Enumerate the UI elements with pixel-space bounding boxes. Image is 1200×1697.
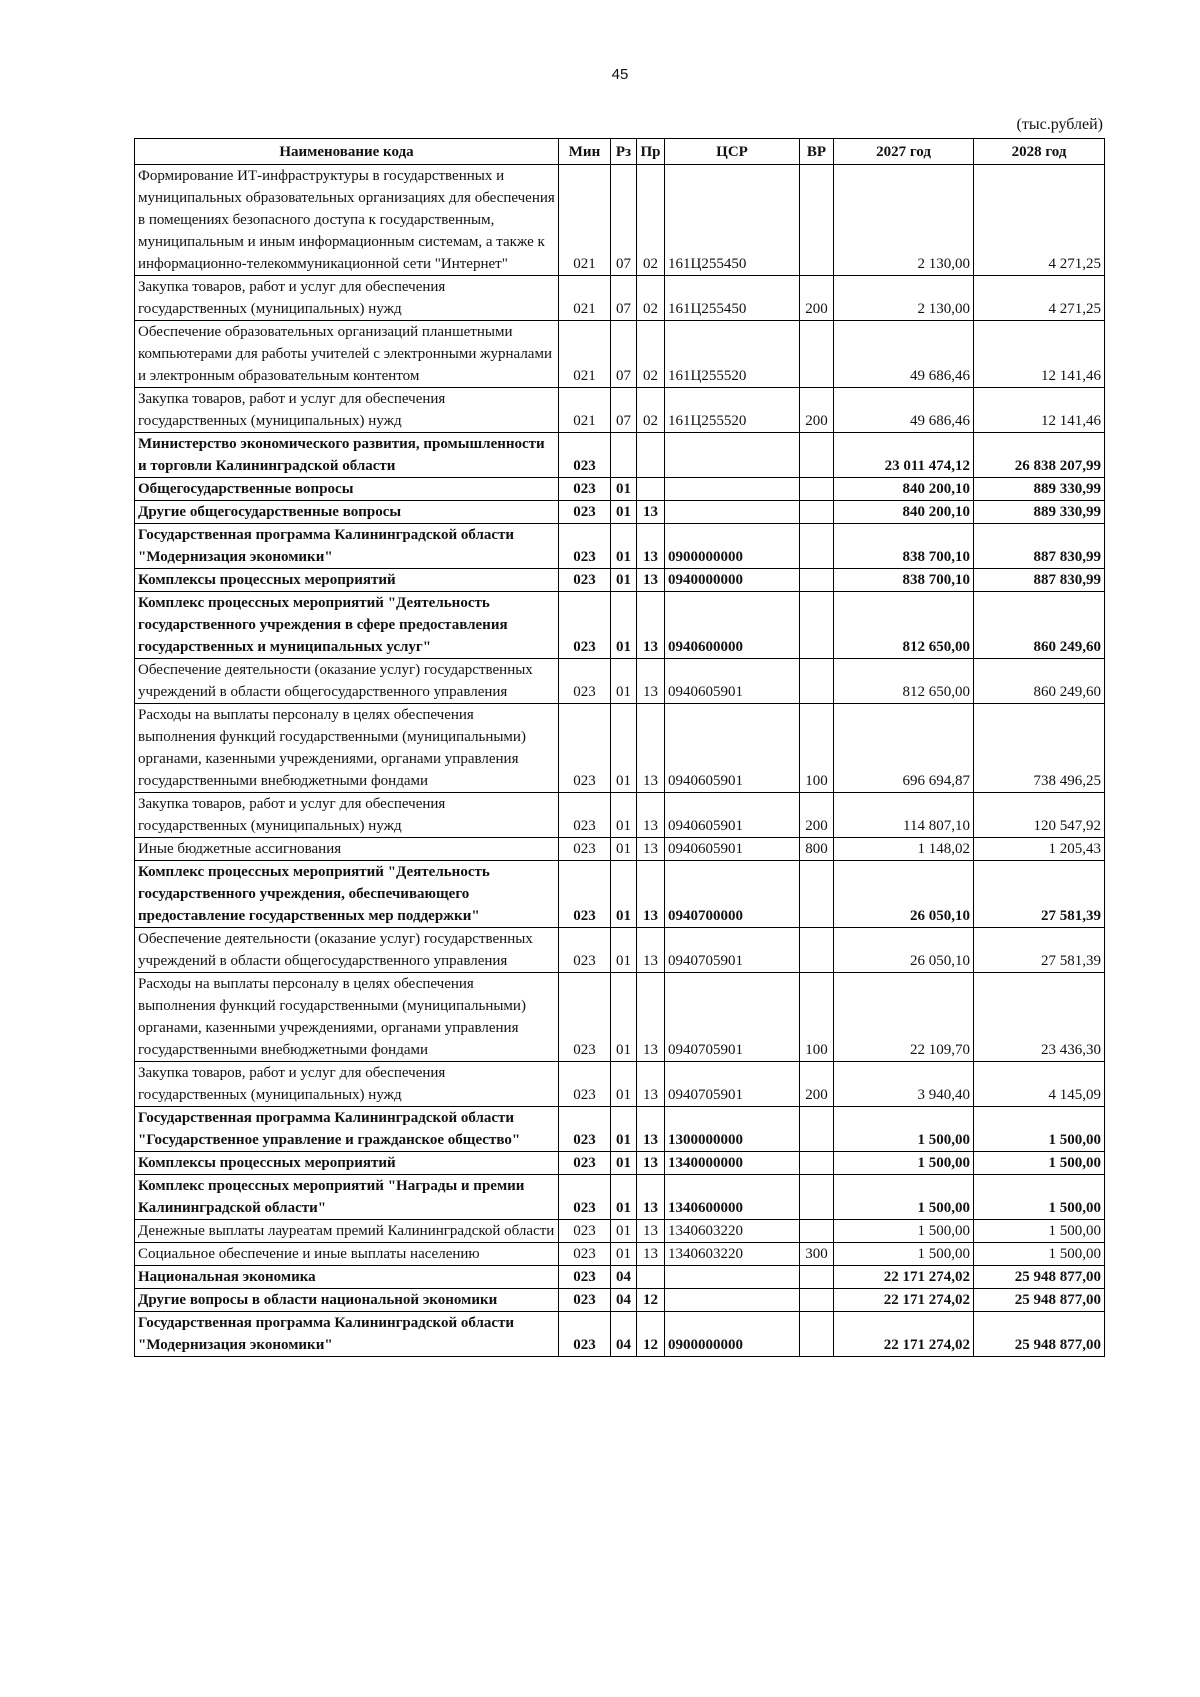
table-row	[135, 793, 1105, 838]
cell-2028: 1 500,00	[974, 1220, 1105, 1243]
cell-2028: 889 330,99	[974, 478, 1105, 501]
cell-2027: 1 500,00	[834, 1243, 974, 1266]
cell-rz: 01	[611, 659, 637, 704]
cell-pr: 02	[637, 388, 665, 433]
cell-rz: 01	[611, 569, 637, 592]
cell-name: Формирование ИТ-инфраструктуры в государственных и муниципальных образовательных организациях для обеспечения в помещениях безопасного доступа к государственным, муниципальным и иным информационным системам, а также к информационно-телекоммуникационной сети "Интернет"	[135, 165, 559, 276]
table-row	[135, 321, 1105, 388]
cell-2028: 738 496,25	[974, 704, 1105, 793]
cell-rz: 01	[611, 501, 637, 524]
col-header-pr: Пр	[637, 139, 665, 165]
cell-pr: 13	[637, 861, 665, 928]
cell-2028: 4 145,09	[974, 1062, 1105, 1107]
table-row	[135, 388, 1105, 433]
cell-2027: 22 171 274,02	[834, 1266, 974, 1289]
cell-vr	[800, 165, 834, 276]
cell-min: 023	[559, 973, 611, 1062]
cell-2027: 838 700,10	[834, 524, 974, 569]
cell-2027: 22 171 274,02	[834, 1289, 974, 1312]
cell-vr	[800, 1266, 834, 1289]
cell-2028: 860 249,60	[974, 592, 1105, 659]
col-header-name: Наименование кода	[135, 139, 559, 165]
table-row	[135, 165, 1105, 276]
cell-csr	[665, 1289, 800, 1312]
cell-name: Закупка товаров, работ и услуг для обеспечения государственных (муниципальных) нужд	[135, 276, 559, 321]
cell-vr	[800, 592, 834, 659]
cell-name: Государственная программа Калининградской области "Модернизация экономики"	[135, 524, 559, 569]
cell-2027: 840 200,10	[834, 478, 974, 501]
cell-min: 023	[559, 1312, 611, 1357]
cell-2028: 25 948 877,00	[974, 1266, 1105, 1289]
table-row	[135, 592, 1105, 659]
cell-min: 023	[559, 433, 611, 478]
cell-csr: 0940605901	[665, 659, 800, 704]
cell-pr: 13	[637, 1243, 665, 1266]
cell-2028: 120 547,92	[974, 793, 1105, 838]
table-row	[135, 1152, 1105, 1175]
cell-rz: 07	[611, 165, 637, 276]
cell-2027: 22 109,70	[834, 973, 974, 1062]
cell-2028: 1 500,00	[974, 1107, 1105, 1152]
cell-pr: 13	[637, 838, 665, 861]
cell-vr: 200	[800, 388, 834, 433]
cell-csr: 0900000000	[665, 524, 800, 569]
cell-vr: 100	[800, 704, 834, 793]
cell-rz: 01	[611, 973, 637, 1062]
cell-min: 023	[559, 1289, 611, 1312]
table-row	[135, 1266, 1105, 1289]
cell-rz: 01	[611, 861, 637, 928]
cell-name: Закупка товаров, работ и услуг для обеспечения государственных (муниципальных) нужд	[135, 1062, 559, 1107]
cell-name: Министерство экономического развития, промышленности и торговли Калининградской области	[135, 433, 559, 478]
cell-min: 021	[559, 276, 611, 321]
cell-min: 023	[559, 1107, 611, 1152]
cell-2027: 696 694,87	[834, 704, 974, 793]
cell-vr	[800, 321, 834, 388]
cell-rz	[611, 433, 637, 478]
cell-rz: 01	[611, 1175, 637, 1220]
cell-name: Комплекс процессных мероприятий "Деятельность государственного учреждения в сфере предоставления государственных и муниципальных услуг"	[135, 592, 559, 659]
cell-min: 023	[559, 838, 611, 861]
cell-rz: 04	[611, 1266, 637, 1289]
cell-rz: 01	[611, 838, 637, 861]
cell-name: Социальное обеспечение и иные выплаты населению	[135, 1243, 559, 1266]
cell-vr	[800, 1175, 834, 1220]
cell-min: 023	[559, 501, 611, 524]
cell-rz: 01	[611, 1107, 637, 1152]
cell-pr: 13	[637, 1152, 665, 1175]
cell-2027: 2 130,00	[834, 165, 974, 276]
cell-pr: 13	[637, 973, 665, 1062]
col-header-vr: ВР	[800, 139, 834, 165]
cell-rz: 01	[611, 1062, 637, 1107]
cell-2027: 26 050,10	[834, 861, 974, 928]
cell-name: Расходы на выплаты персоналу в целях обеспечения выполнения функций государственными (муниципальными) органами, казенными учреждениями, органами управления государственными внебюджетными фондами	[135, 973, 559, 1062]
cell-name: Обеспечение деятельности (оказание услуг) государственных учреждений в области общегосударственного управления	[135, 928, 559, 973]
cell-name: Комплекс процессных мероприятий "Деятельность государственного учреждения, обеспечивающего предоставление государственных мер поддержки"	[135, 861, 559, 928]
cell-rz: 01	[611, 1152, 637, 1175]
cell-csr: 0940605901	[665, 838, 800, 861]
cell-csr: 161Ц255520	[665, 388, 800, 433]
cell-name: Национальная экономика	[135, 1266, 559, 1289]
table-body	[135, 165, 1105, 1357]
table-row	[135, 1220, 1105, 1243]
table-row	[135, 973, 1105, 1062]
cell-min: 023	[559, 1062, 611, 1107]
cell-min: 023	[559, 928, 611, 973]
cell-name: Государственная программа Калининградской области "Модернизация экономики"	[135, 1312, 559, 1357]
table-row	[135, 1062, 1105, 1107]
cell-csr: 1340603220	[665, 1243, 800, 1266]
table-row	[135, 659, 1105, 704]
cell-2028: 25 948 877,00	[974, 1289, 1105, 1312]
cell-min: 023	[559, 1243, 611, 1266]
col-header-csr: ЦСР	[665, 139, 800, 165]
cell-rz: 01	[611, 704, 637, 793]
cell-pr: 13	[637, 524, 665, 569]
cell-pr: 13	[637, 659, 665, 704]
cell-pr: 12	[637, 1312, 665, 1357]
cell-2027: 49 686,46	[834, 388, 974, 433]
col-header-2028: 2028 год	[974, 139, 1105, 165]
cell-2028: 25 948 877,00	[974, 1312, 1105, 1357]
cell-min: 023	[559, 524, 611, 569]
cell-2027: 1 148,02	[834, 838, 974, 861]
cell-2028: 26 838 207,99	[974, 433, 1105, 478]
cell-pr: 13	[637, 1062, 665, 1107]
table-row	[135, 501, 1105, 524]
cell-pr: 02	[637, 165, 665, 276]
cell-csr	[665, 478, 800, 501]
cell-2028: 12 141,46	[974, 388, 1105, 433]
cell-csr: 161Ц255520	[665, 321, 800, 388]
cell-2027: 1 500,00	[834, 1175, 974, 1220]
cell-rz: 01	[611, 478, 637, 501]
cell-name: Иные бюджетные ассигнования	[135, 838, 559, 861]
cell-vr	[800, 861, 834, 928]
cell-vr	[800, 1220, 834, 1243]
table-row	[135, 569, 1105, 592]
cell-pr: 13	[637, 1107, 665, 1152]
cell-pr: 13	[637, 1220, 665, 1243]
cell-csr: 0900000000	[665, 1312, 800, 1357]
cell-name: Закупка товаров, работ и услуг для обеспечения государственных (муниципальных) нужд	[135, 388, 559, 433]
cell-name: Комплексы процессных мероприятий	[135, 569, 559, 592]
cell-vr: 300	[800, 1243, 834, 1266]
table-row	[135, 838, 1105, 861]
cell-vr: 100	[800, 973, 834, 1062]
cell-vr: 200	[800, 276, 834, 321]
cell-csr: 1340600000	[665, 1175, 800, 1220]
cell-2028: 4 271,25	[974, 165, 1105, 276]
cell-pr: 12	[637, 1289, 665, 1312]
cell-csr: 0940705901	[665, 1062, 800, 1107]
table-row	[135, 478, 1105, 501]
table-row	[135, 1243, 1105, 1266]
cell-vr	[800, 1107, 834, 1152]
cell-2027: 23 011 474,12	[834, 433, 974, 478]
table-row	[135, 928, 1105, 973]
cell-vr	[800, 478, 834, 501]
cell-min: 023	[559, 1152, 611, 1175]
cell-name: Комплексы процессных мероприятий	[135, 1152, 559, 1175]
cell-name: Обеспечение образовательных организаций планшетными компьютерами для работы учителей с электронными журналами и электронным образовательным контентом	[135, 321, 559, 388]
cell-2027: 2 130,00	[834, 276, 974, 321]
cell-pr: 02	[637, 276, 665, 321]
cell-2027: 49 686,46	[834, 321, 974, 388]
cell-vr: 800	[800, 838, 834, 861]
cell-rz: 07	[611, 388, 637, 433]
cell-2027: 1 500,00	[834, 1220, 974, 1243]
cell-name: Общегосударственные вопросы	[135, 478, 559, 501]
cell-csr: 0940705901	[665, 973, 800, 1062]
cell-min: 021	[559, 321, 611, 388]
cell-2027: 3 940,40	[834, 1062, 974, 1107]
cell-csr: 0940605901	[665, 793, 800, 838]
cell-rz: 01	[611, 592, 637, 659]
cell-2028: 860 249,60	[974, 659, 1105, 704]
table-row	[135, 861, 1105, 928]
cell-vr	[800, 1312, 834, 1357]
cell-2028: 1 205,43	[974, 838, 1105, 861]
cell-min: 023	[559, 1266, 611, 1289]
budget-table	[134, 138, 1105, 1357]
cell-name: Закупка товаров, работ и услуг для обеспечения государственных (муниципальных) нужд	[135, 793, 559, 838]
cell-2028: 1 500,00	[974, 1175, 1105, 1220]
cell-vr: 200	[800, 1062, 834, 1107]
cell-2028: 4 271,25	[974, 276, 1105, 321]
header-row	[135, 139, 1105, 165]
cell-2028: 23 436,30	[974, 973, 1105, 1062]
cell-csr	[665, 1266, 800, 1289]
cell-min: 023	[559, 478, 611, 501]
table-row	[135, 433, 1105, 478]
cell-csr: 1340000000	[665, 1152, 800, 1175]
cell-2028: 887 830,99	[974, 569, 1105, 592]
cell-vr	[800, 928, 834, 973]
table-row	[135, 1312, 1105, 1357]
cell-csr: 1340603220	[665, 1220, 800, 1243]
cell-vr	[800, 659, 834, 704]
cell-min: 023	[559, 704, 611, 793]
table-row	[135, 704, 1105, 793]
col-header-2027: 2027 год	[834, 139, 974, 165]
cell-min: 023	[559, 793, 611, 838]
table-row	[135, 276, 1105, 321]
cell-rz: 01	[611, 793, 637, 838]
units-label: (тыс.рублей)	[1016, 116, 1103, 133]
cell-2028: 12 141,46	[974, 321, 1105, 388]
cell-2028: 887 830,99	[974, 524, 1105, 569]
cell-rz: 04	[611, 1289, 637, 1312]
cell-csr	[665, 501, 800, 524]
cell-vr	[800, 501, 834, 524]
cell-name: Государственная программа Калининградской области "Государственное управление и гражданское общество"	[135, 1107, 559, 1152]
cell-rz: 04	[611, 1312, 637, 1357]
cell-name: Денежные выплаты лауреатам премий Калининградской области	[135, 1220, 559, 1243]
cell-2028: 1 500,00	[974, 1243, 1105, 1266]
page-number: 45	[611, 66, 629, 83]
cell-pr	[637, 1266, 665, 1289]
cell-min: 023	[559, 592, 611, 659]
cell-rz: 01	[611, 1243, 637, 1266]
cell-pr: 13	[637, 704, 665, 793]
cell-pr	[637, 478, 665, 501]
cell-min: 023	[559, 659, 611, 704]
cell-2027: 26 050,10	[834, 928, 974, 973]
cell-2028: 889 330,99	[974, 501, 1105, 524]
col-header-min: Мин	[559, 139, 611, 165]
cell-csr: 161Ц255450	[665, 276, 800, 321]
cell-pr: 13	[637, 501, 665, 524]
cell-name: Другие вопросы в области национальной экономики	[135, 1289, 559, 1312]
cell-name: Другие общегосударственные вопросы	[135, 501, 559, 524]
cell-2027: 812 650,00	[834, 659, 974, 704]
cell-name: Расходы на выплаты персоналу в целях обеспечения выполнения функций государственными (муниципальными) органами, казенными учреждениями, органами управления государственными внебюджетными фондами	[135, 704, 559, 793]
cell-2027: 22 171 274,02	[834, 1312, 974, 1357]
cell-name: Обеспечение деятельности (оказание услуг) государственных учреждений в области общегосударственного управления	[135, 659, 559, 704]
cell-2028: 27 581,39	[974, 861, 1105, 928]
table-row	[135, 1289, 1105, 1312]
cell-vr	[800, 433, 834, 478]
cell-min: 021	[559, 165, 611, 276]
cell-min: 023	[559, 1175, 611, 1220]
cell-pr: 02	[637, 321, 665, 388]
cell-2027: 114 807,10	[834, 793, 974, 838]
cell-csr: 0940600000	[665, 592, 800, 659]
cell-2027: 812 650,00	[834, 592, 974, 659]
cell-csr: 0940705901	[665, 928, 800, 973]
cell-rz: 01	[611, 1220, 637, 1243]
table-row	[135, 1175, 1105, 1220]
cell-rz: 07	[611, 276, 637, 321]
cell-2027: 838 700,10	[834, 569, 974, 592]
cell-rz: 01	[611, 524, 637, 569]
cell-min: 023	[559, 569, 611, 592]
cell-pr: 13	[637, 1175, 665, 1220]
cell-rz: 07	[611, 321, 637, 388]
cell-rz: 01	[611, 928, 637, 973]
cell-min: 023	[559, 861, 611, 928]
cell-csr: 1300000000	[665, 1107, 800, 1152]
cell-pr	[637, 433, 665, 478]
cell-vr	[800, 569, 834, 592]
cell-vr: 200	[800, 793, 834, 838]
cell-csr: 0940605901	[665, 704, 800, 793]
cell-csr	[665, 433, 800, 478]
cell-2028: 27 581,39	[974, 928, 1105, 973]
col-header-rz: Рз	[611, 139, 637, 165]
cell-vr	[800, 1152, 834, 1175]
cell-csr: 161Ц255450	[665, 165, 800, 276]
table-row	[135, 524, 1105, 569]
cell-2028: 1 500,00	[974, 1152, 1105, 1175]
cell-pr: 13	[637, 793, 665, 838]
cell-pr: 13	[637, 928, 665, 973]
cell-name: Комплекс процессных мероприятий "Награды и премии Калининградской области"	[135, 1175, 559, 1220]
cell-min: 023	[559, 1220, 611, 1243]
table-row	[135, 1107, 1105, 1152]
cell-2027: 1 500,00	[834, 1107, 974, 1152]
cell-min: 021	[559, 388, 611, 433]
cell-pr: 13	[637, 592, 665, 659]
cell-vr	[800, 524, 834, 569]
cell-2027: 1 500,00	[834, 1152, 974, 1175]
cell-csr: 0940700000	[665, 861, 800, 928]
cell-csr: 0940000000	[665, 569, 800, 592]
cell-vr	[800, 1289, 834, 1312]
cell-2027: 840 200,10	[834, 501, 974, 524]
cell-pr: 13	[637, 569, 665, 592]
